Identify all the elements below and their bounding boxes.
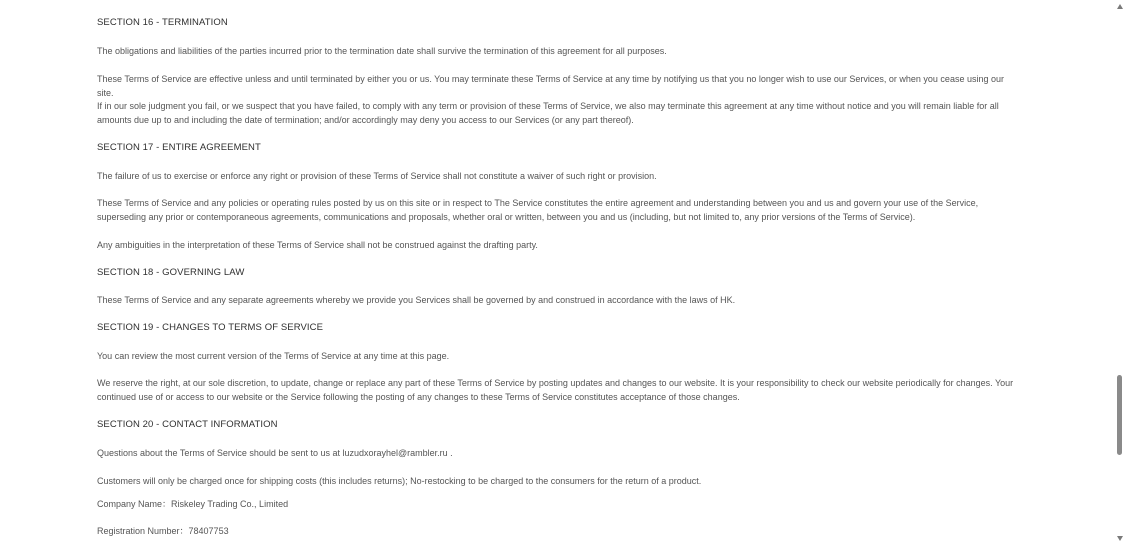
section-16-paragraph-1: The obligations and liabilities of the parties incurred prior to the termination date shall survive the termination of this agreement for all purposes.	[97, 46, 667, 56]
section-16-paragraph-2: These Terms of Service are effective unless and until terminated by either you or us. You may terminate these Terms of Service at any time by notifying us that you no longer wish to use our Services, or when you cease using our site.	[97, 74, 1004, 98]
section-17-paragraph-3: Any ambiguities in the interpretation of these Terms of Service shall not be construed against the drafting party.	[97, 240, 538, 250]
section-17-paragraph-1: The failure of us to exercise or enforce any right or provision of these Terms of Service shall not constitute a waiver of such right or provision.	[97, 171, 657, 181]
company-name: Company Name：Riskeley Trading Co., Limited	[97, 499, 289, 509]
scroll-down-arrow-icon[interactable]	[1117, 536, 1123, 541]
section-17-paragraph-2: These Terms of Service and any policies or operating rules posted by us on this site or in respect to The Service constitutes the entire agreement and understanding between you and us and govern your use of the Service, superseding any prior or contemporaneous agreements, communications and proposals, whether oral or written, between you and us (including, but not limited to, any prior versions of the Terms of Service).	[97, 198, 979, 222]
registration-number: Registration Number：78407753	[97, 526, 229, 536]
section-19-paragraph-2: We reserve the right, at our sole discretion, to update, change or replace any part of these Terms of Service by posting updates and changes to our website. It is your responsibility to check our website periodically for changes. Your continued use of or access to our website or the Service following the posting of any changes to these Terms of Service constitutes acceptance of those changes.	[97, 378, 1014, 402]
section-16-paragraph-3: If in our sole judgment you fail, or we suspect that you have failed, to comply with any term or provision of these Terms of Service, we also may terminate this agreement at any time without notice and you will remain liable for all amounts due up to and including the date of termination; and/or accordingly may deny you access to our Services (or any part thereof).	[97, 101, 999, 125]
section-16-heading: SECTION 16 - TERMINATION	[97, 17, 228, 28]
scroll-up-arrow-icon[interactable]	[1117, 4, 1123, 9]
scrollbar-thumb[interactable]	[1117, 375, 1122, 455]
vertical-scrollbar[interactable]	[1114, 0, 1126, 545]
section-20-paragraph-1: Questions about the Terms of Service should be sent to us at luzudxorayhel@rambler.ru .	[97, 448, 453, 458]
section-18-heading: SECTION 18 - GOVERNING LAW	[97, 267, 245, 278]
section-20-heading: SECTION 20 - CONTACT INFORMATION	[97, 419, 278, 430]
section-18-paragraph-1: These Terms of Service and any separate agreements whereby we provide you Services shall be governed by and construed in accordance with the laws of HK.	[97, 295, 736, 305]
section-19-heading: SECTION 19 - CHANGES TO TERMS OF SERVICE	[97, 322, 324, 333]
section-19-paragraph-1: You can review the most current version of the Terms of Service at any time at this page.	[97, 351, 450, 361]
section-17-heading: SECTION 17 - ENTIRE AGREEMENT	[97, 142, 261, 153]
section-20-paragraph-2: Customers will only be charged once for shipping costs (this includes returns); No-restocking to be charged to the consumers for the return of a product.	[97, 476, 702, 486]
